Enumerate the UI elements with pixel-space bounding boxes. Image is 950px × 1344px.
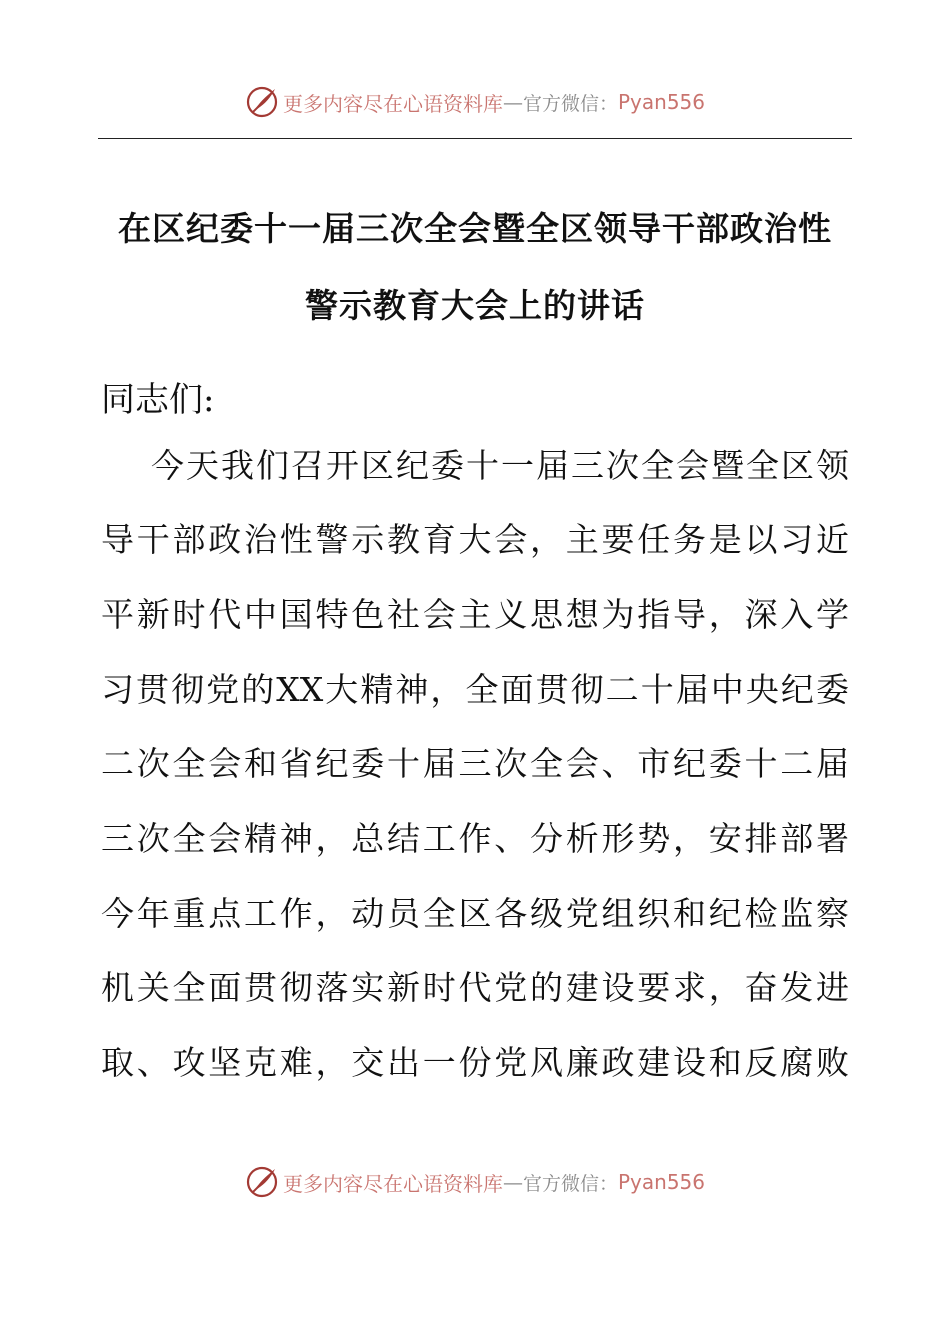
watermark-brand-text: 更多内容尽在心语资料库 bbox=[282, 1171, 503, 1196]
quill-logo-icon bbox=[245, 1165, 279, 1199]
body-line: 导干部政治性警示教育大会，主要任务是以习近 bbox=[101, 520, 849, 559]
document-title-line-2: 警示教育大会上的讲话 bbox=[305, 286, 645, 325]
quill-logo-icon bbox=[245, 85, 279, 119]
body-line: 今年重点工作，动员全区各级党组织和纪检监察 bbox=[101, 894, 849, 933]
body-line: 二次全会和省纪委十届三次全会、市纪委十二届 bbox=[101, 744, 849, 783]
body-line: 习贯彻党的XX大精神，全面贯彻二十届中央纪委 bbox=[101, 670, 849, 709]
document-title-line-1: 在区纪委十一届三次全会暨全区领导干部政治性 bbox=[118, 209, 832, 248]
watermark-official-label: 官方微信： bbox=[522, 92, 618, 115]
body-line: 机关全面贯彻落实新时代党的建设要求，奋发进 bbox=[101, 968, 849, 1007]
header-divider bbox=[98, 138, 852, 139]
watermark-wechat-id: Pyan556 bbox=[618, 1170, 706, 1194]
footer-watermark bbox=[0, 1160, 950, 1204]
body-line: 平新时代中国特色社会主义思想为指导，深入学 bbox=[101, 595, 849, 634]
header-watermark bbox=[0, 80, 950, 124]
salutation: 同志们: bbox=[101, 380, 215, 420]
watermark-wechat-id: Pyan556 bbox=[618, 90, 706, 114]
watermark-dash: — bbox=[502, 90, 523, 114]
body-line: 三次全会精神，总结工作、分析形势，安排部署 bbox=[101, 819, 849, 858]
body-line: 取、攻坚克难，交出一份党风廉政建设和反腐败 bbox=[101, 1043, 849, 1082]
watermark-brand-text: 更多内容尽在心语资料库 bbox=[282, 91, 503, 116]
body-line: 今天我们召开区纪委十一届三次全会暨全区领 bbox=[151, 446, 849, 485]
watermark-dash: — bbox=[502, 1170, 523, 1194]
watermark-official-label: 官方微信： bbox=[522, 1172, 618, 1195]
